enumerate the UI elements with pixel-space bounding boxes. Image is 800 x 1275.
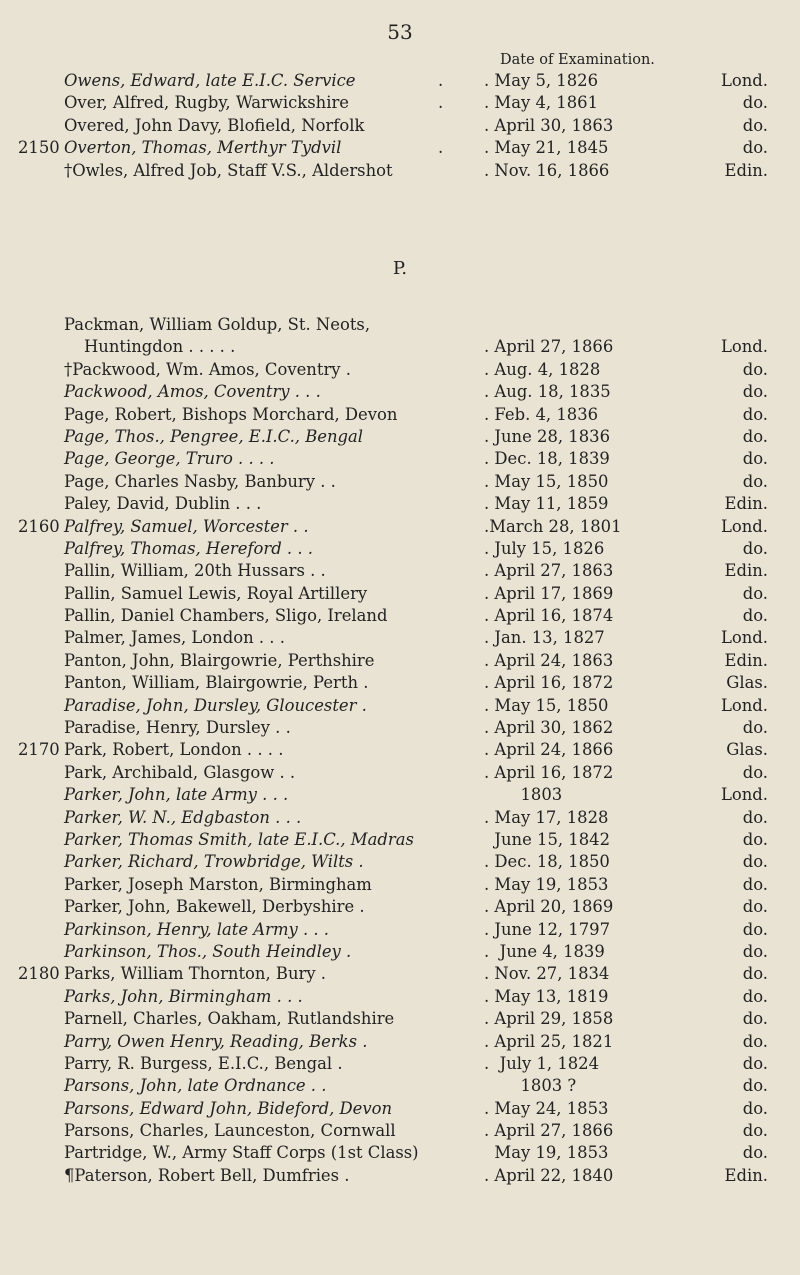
register-entry — [18, 404, 768, 426]
entry-name: Paradise, Henry, Dursley . . — [64, 718, 291, 738]
entry-place: Edin. — [724, 650, 768, 670]
entry-date: . April 25, 1821 — [484, 1031, 614, 1051]
register-entry — [18, 672, 768, 694]
entry-place: do. — [742, 404, 768, 424]
entry-date: . Nov. 16, 1866 — [484, 160, 610, 180]
register-entry — [18, 896, 768, 918]
entry-leader: . — [438, 71, 444, 90]
entry-place: do. — [742, 941, 768, 961]
entry-place: Edin. — [724, 160, 768, 180]
register-entry — [18, 963, 768, 985]
entry-name: Parker, Thomas Smith, late E.I.C., Madras — [64, 829, 414, 849]
entry-name: Packwood, Amos, Coventry . . . — [64, 382, 321, 402]
entry-date: 1803 — [484, 785, 563, 805]
register-entry — [18, 137, 768, 159]
entry-date: . July 15, 1826 — [484, 538, 605, 558]
register-entry — [18, 359, 768, 381]
entry-date: . May 19, 1853 — [484, 874, 609, 894]
entry-name: Park, Robert, London . . . . — [64, 740, 284, 760]
entry-name: Overed, John Davy, Blofield, Norfolk — [64, 115, 365, 135]
entry-name: Parks, John, Birmingham . . . — [64, 986, 303, 1006]
entry-place: Lond. — [720, 785, 768, 805]
entry-place: do. — [742, 359, 768, 379]
entry-place: do. — [742, 1053, 768, 1073]
entry-date: . April 16, 1874 — [484, 606, 614, 626]
entry-date: . May 11, 1859 — [484, 494, 609, 514]
entry-name: †Packwood, Wm. Amos, Coventry . — [64, 359, 351, 379]
entry-date: . Dec. 18, 1850 — [484, 852, 610, 872]
entry-place: Lond. — [720, 337, 768, 357]
entry-place: do. — [742, 964, 768, 984]
entry-date: . April 16, 1872 — [484, 673, 614, 693]
entry-name: Pallin, William, 20th Hussars . . — [64, 561, 326, 581]
register-entry — [18, 70, 768, 92]
entry-place: do. — [742, 583, 768, 603]
entry-place: do. — [742, 807, 768, 827]
entry-name: Parkinson, Thos., South Heindley . — [64, 941, 352, 961]
register-entry — [18, 1165, 768, 1187]
entry-place: do. — [742, 1076, 768, 1096]
entry-name: Panton, William, Blairgowrie, Perth . — [64, 673, 369, 693]
entry-place: do. — [742, 1098, 768, 1118]
entry-name: Page, Thos., Pengree, E.I.C., Bengal — [64, 426, 364, 446]
entry-name: Page, George, Truro . . . . — [64, 449, 275, 469]
register-entry — [18, 493, 768, 515]
entry-date: . Aug. 4, 1828 — [484, 359, 601, 379]
entry-name: Owens, Edward, late E.I.C. Service — [64, 71, 356, 90]
entry-date: . May 13, 1819 — [484, 986, 609, 1006]
entry-date: . April 16, 1872 — [484, 762, 614, 782]
entry-date: June 15, 1842 — [484, 829, 611, 849]
entry-name: ¶Paterson, Robert Bell, Dumfries . — [64, 1165, 350, 1185]
entry-place: do. — [742, 762, 768, 782]
entry-date: . May 15, 1850 — [484, 695, 609, 715]
entry-name: Over, Alfred, Rugby, Warwickshire — [64, 93, 349, 113]
entry-place: do. — [742, 1121, 768, 1141]
entry-place: Lond. — [720, 695, 768, 715]
entry-name: Palfrey, Samuel, Worcester . . — [64, 516, 309, 536]
entry-date: . Jan. 13, 1827 — [484, 628, 605, 648]
entry-date: . May 24, 1853 — [484, 1098, 609, 1118]
register-entry — [18, 1142, 768, 1164]
entries-p — [18, 314, 768, 1187]
entry-date: . Dec. 18, 1839 — [484, 449, 610, 469]
entry-name: Palmer, James, London . . . — [64, 628, 285, 648]
entry-name: Pallin, Daniel Chambers, Sligo, Ireland — [64, 606, 388, 626]
entry-name: Park, Archibald, Glasgow . . — [64, 762, 296, 782]
entry-date: . May 21, 1845 — [484, 138, 609, 158]
entry-date: May 19, 1853 — [484, 1143, 609, 1163]
register-entry — [18, 739, 768, 761]
entry-name: Parsons, Charles, Launceston, Cornwall — [64, 1121, 396, 1141]
page-number: 53 — [387, 20, 413, 44]
register-entry — [18, 92, 768, 114]
register-entry — [18, 829, 768, 851]
register-entry — [18, 336, 768, 358]
entry-place: Edin. — [724, 1165, 768, 1185]
entry-name: Overton, Thomas, Merthyr Tydvil — [64, 138, 342, 158]
register-entry — [18, 807, 768, 829]
register-entry — [18, 851, 768, 873]
entry-place: Glas. — [726, 740, 768, 760]
entry-place: do. — [742, 1143, 768, 1163]
register-entry — [18, 919, 768, 941]
entry-place: do. — [742, 538, 768, 558]
section-letter: P. — [392, 258, 408, 279]
entry-date: . April 22, 1840 — [484, 1165, 614, 1185]
entry-place: do. — [742, 138, 768, 158]
entry-name: Parkinson, Henry, late Army . . . — [64, 919, 330, 939]
entry-date: .March 28, 1801 — [484, 516, 622, 536]
register-entry — [18, 717, 768, 739]
entry-place: Glas. — [726, 673, 768, 693]
register-entry — [18, 784, 768, 806]
entry-place: do. — [742, 115, 768, 135]
entry-date: . April 30, 1863 — [484, 115, 614, 135]
entry-date: . May 17, 1828 — [484, 807, 609, 827]
register-entry — [18, 695, 768, 717]
entry-place: do. — [742, 829, 768, 849]
entry-name: †Owles, Alfred Job, Staff V.S., Aldershot — [64, 160, 393, 180]
entry-date: . April 20, 1869 — [484, 897, 614, 917]
entry-name: Paley, David, Dublin . . . — [64, 494, 262, 514]
entry-date: . April 30, 1862 — [484, 718, 614, 738]
entry-place: do. — [742, 93, 768, 113]
entry-date: . July 1, 1824 — [484, 1053, 600, 1073]
entry-name: Partridge, W., Army Staff Corps (1st Class) — [64, 1143, 419, 1163]
entry-place: do. — [742, 874, 768, 894]
entry-number: 2160 — [18, 516, 60, 536]
register-entry — [18, 115, 768, 137]
register-entry — [18, 941, 768, 963]
entry-name: Palfrey, Thomas, Hereford . . . — [64, 538, 313, 558]
entry-place: do. — [742, 449, 768, 469]
register-entry — [18, 874, 768, 896]
register-entry — [18, 314, 768, 336]
register-entry — [18, 1075, 768, 1097]
entry-place: do. — [742, 382, 768, 402]
entry-name: Parsons, Edward John, Bideford, Devon — [64, 1098, 393, 1118]
entry-date: . Feb. 4, 1836 — [484, 404, 599, 424]
entry-place: do. — [742, 1031, 768, 1051]
entry-date: . May 5, 1826 — [484, 71, 599, 90]
entry-number: 2180 — [18, 964, 60, 984]
register-entry — [18, 426, 768, 448]
entry-date: . April 27, 1866 — [484, 1121, 614, 1141]
entry-date: . April 27, 1866 — [484, 337, 614, 357]
entry-name: Parker, John, late Army . . . — [64, 785, 289, 805]
entries-top — [18, 70, 768, 182]
entry-date: 1803 ? — [484, 1076, 577, 1096]
entry-name: Pallin, Samuel Lewis, Royal Artillery — [64, 583, 368, 603]
register-entry — [18, 605, 768, 627]
entry-place: do. — [742, 897, 768, 917]
entry-date: . April 24, 1863 — [484, 650, 614, 670]
entry-place: Lond. — [720, 628, 768, 648]
register-entry — [18, 381, 768, 403]
register-entry — [18, 538, 768, 560]
register-entry — [18, 160, 768, 182]
register-entry — [18, 1031, 768, 1053]
register-entry — [18, 762, 768, 784]
register-entry — [18, 650, 768, 672]
entry-name: Parker, Richard, Trowbridge, Wilts . — [64, 852, 364, 872]
entry-place: do. — [742, 919, 768, 939]
entry-date: . June 28, 1836 — [484, 426, 611, 446]
register-entry — [18, 1053, 768, 1075]
entry-place: do. — [742, 606, 768, 626]
entry-name: Huntingdon . . . . . — [84, 337, 236, 357]
entry-place: Edin. — [724, 561, 768, 581]
entry-date: . April 27, 1863 — [484, 561, 614, 581]
entry-name: Parry, R. Burgess, E.I.C., Bengal . — [64, 1053, 343, 1073]
entry-name: Page, Charles Nasby, Banbury . . — [64, 471, 336, 491]
entry-name: Parker, W. N., Edgbaston . . . — [64, 807, 302, 827]
entry-place: do. — [742, 1009, 768, 1029]
entry-date: . April 29, 1858 — [484, 1009, 614, 1029]
entry-date: . Aug. 18, 1835 — [484, 382, 611, 402]
entry-number: 2170 — [18, 740, 60, 760]
register-entry — [18, 627, 768, 649]
entry-place: Edin. — [724, 494, 768, 514]
entry-date: . June 12, 1797 — [484, 919, 611, 939]
entry-place: do. — [742, 986, 768, 1006]
column-header: Date of Examination. — [500, 52, 655, 68]
register-entry — [18, 448, 768, 470]
register-entry — [18, 986, 768, 1008]
entry-name: Parry, Owen Henry, Reading, Berks . — [64, 1031, 368, 1051]
register-entry — [18, 516, 768, 538]
entry-place: do. — [742, 852, 768, 872]
entry-name: Page, Robert, Bishops Morchard, Devon — [64, 404, 398, 424]
entry-place: Lond. — [720, 71, 768, 90]
entry-date: . May 15, 1850 — [484, 471, 609, 491]
entry-place: do. — [742, 471, 768, 491]
entry-number: 2150 — [18, 138, 60, 158]
register-entry — [18, 583, 768, 605]
entry-place: do. — [742, 718, 768, 738]
entry-date: . April 17, 1869 — [484, 583, 614, 603]
entry-name: Panton, John, Blairgowrie, Perthshire — [64, 650, 375, 670]
register-entry — [18, 1098, 768, 1120]
entry-date: . May 4, 1861 — [484, 93, 599, 113]
entry-place: do. — [742, 426, 768, 446]
entry-place: Lond. — [720, 516, 768, 536]
register-entry — [18, 1120, 768, 1142]
entry-name: Paradise, John, Dursley, Gloucester . — [64, 695, 367, 715]
entry-leader: . — [438, 93, 444, 113]
register-entry — [18, 1008, 768, 1030]
entry-name: Packman, William Goldup, St. Neots, — [64, 315, 371, 334]
entry-name: Parsons, John, late Ordnance . . — [64, 1076, 327, 1096]
entry-name: Parker, Joseph Marston, Birmingham — [64, 874, 372, 894]
entry-leader: . — [438, 138, 444, 158]
register-entry — [18, 471, 768, 493]
register-entry — [18, 560, 768, 582]
entry-name: Parks, William Thornton, Bury . — [64, 964, 327, 984]
entry-date: . April 24, 1866 — [484, 740, 614, 760]
entry-date: . Nov. 27, 1834 — [484, 964, 610, 984]
entry-name: Parnell, Charles, Oakham, Rutlandshire — [64, 1009, 395, 1029]
entry-date: . June 4, 1839 — [484, 941, 605, 961]
entry-name: Parker, John, Bakewell, Derbyshire . — [64, 897, 365, 917]
